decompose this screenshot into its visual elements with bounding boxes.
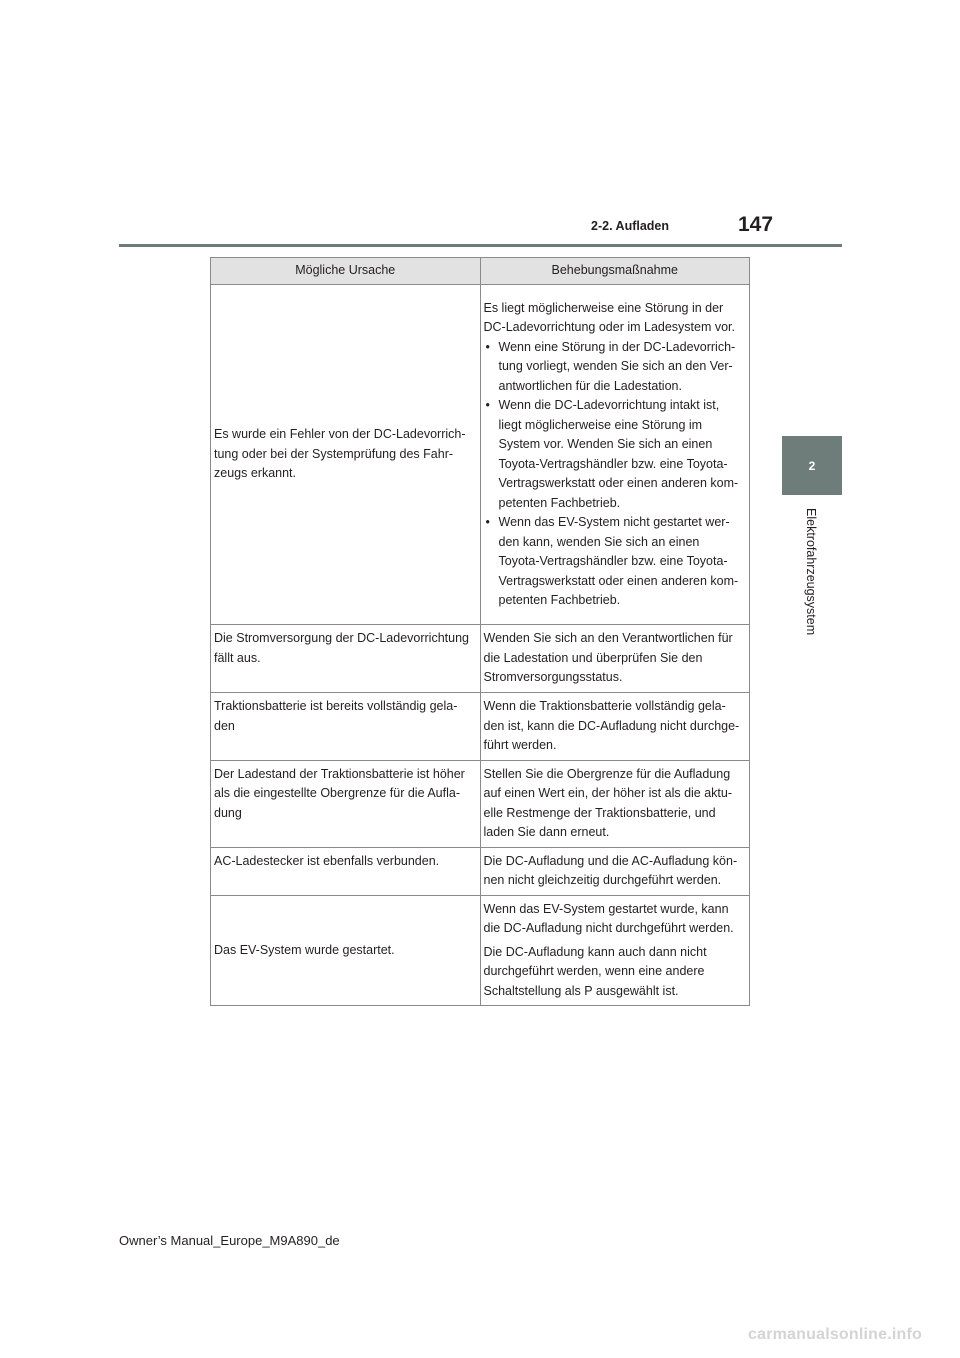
remedy-text: Wenn das EV-System gestartet wurde, kann die DC-Aufladung nicht durchgeführt werden. (483, 901, 734, 935)
remedy-text: Wenn die Traktionsbatterie vollständig gela- den ist, kann die DC-Aufladung nicht durchge- führt werden. (483, 699, 740, 752)
cause-text: Traktionsbatterie ist bereits vollständig gela- den (214, 699, 458, 733)
cause-text: Das EV-System wurde gestartet. (214, 942, 395, 957)
remedy-text: Die DC-Aufladung kann auch dann nicht durchgeführt werden, wenn eine andere Schaltstellung als P ausgewählt ist. (483, 944, 707, 998)
remedy-cell (480, 895, 750, 1006)
remedy-cell (480, 625, 750, 693)
section-title: 2-2. Aufladen (591, 219, 670, 233)
remedy-text: Wenden Sie sich an den Verantwortlichen für die Ladestation und überprüfen Sie den Stromversorgungsstatus. (483, 631, 733, 684)
header-divider (119, 244, 842, 247)
column-header-remedy: Behebungsmaßnahme (480, 258, 750, 285)
table-row (211, 760, 750, 847)
remedy-cell (480, 760, 750, 847)
page-number: 147 (738, 213, 774, 236)
remedy-intro: Es liegt möglicherweise eine Störung in der DC-Ladevorrichtung oder im Ladesystem vor. (483, 300, 736, 334)
cause-text: Die Stromversorgung der DC-Ladevorrichtung fällt aus. (214, 631, 469, 665)
footer-manual-id: Owner’s Manual_Europe_M9A890_de (119, 1233, 340, 1248)
table-row (211, 895, 750, 1006)
list-item: • Wenn das EV-System nicht gestartet wer- den kann, wenden Sie sich an einen Toyota-Vertragshändler bzw. eine Toyota- Vertragswerkstatt oder einen anderen kom- petenten Fachbetrieb. (484, 513, 748, 611)
column-header-cause: Mögliche Ursache (211, 258, 481, 285)
remedy-cell (480, 285, 750, 625)
cause-cell (211, 625, 481, 693)
table-header-row (211, 258, 750, 285)
list-item: • Wenn eine Störung in der DC-Ladevorrich- tung vorliegt, wenden Sie sich an den Ver- antwortlichen für die Ladestation. (484, 338, 748, 397)
remedy-cell (480, 693, 750, 761)
cause-text: Es wurde ein Fehler von der DC-Ladevorrich- tung oder bei der Systemprüfung des Fahr- zeugs erkannt. (214, 427, 466, 481)
remedy-text: Stellen Sie die Obergrenze für die Aufladung auf einen Wert ein, der höher ist als die aktu- elle Restmenge der Traktionsbatterie, und laden Sie dann erneut. (483, 766, 733, 839)
cause-text: Der Ladestand der Traktionsbatterie ist höher als die eingestellte Obergrenze für die Aufla- dung (214, 766, 465, 820)
table-row (211, 847, 750, 895)
cause-cell (211, 760, 481, 847)
remedy-text: Die DC-Aufladung und die AC-Aufladung kön- nen nicht gleichzeitig durchgeführt werden. (483, 853, 738, 887)
list-item: • Wenn die DC-Ladevorrichtung intakt ist, liegt möglicherweise eine Störung im System vor. Wenden Sie sich an einen Toyota-Vertragshändler bzw. eine Toyota- Vertragswerkstatt oder einen anderen kom- petenten Fachbetrieb. (484, 396, 748, 513)
cause-text: AC-Ladestecker ist ebenfalls verbunden. (214, 853, 440, 868)
cause-cell (211, 895, 481, 1006)
cause-cell (211, 847, 481, 895)
remedy-cell (480, 847, 750, 895)
chapter-tab (782, 436, 842, 495)
table-row (211, 285, 750, 625)
cause-cell (211, 285, 481, 625)
troubleshooting-table (210, 257, 750, 1006)
remedy-list (484, 338, 748, 611)
cause-cell (211, 693, 481, 761)
table-row (211, 625, 750, 693)
chapter-number: 2 (808, 458, 816, 473)
watermark: carmanualsonline.info (748, 1326, 923, 1343)
table-row (211, 693, 750, 761)
chapter-label: Elektrofahrzeugsystem (804, 508, 818, 636)
